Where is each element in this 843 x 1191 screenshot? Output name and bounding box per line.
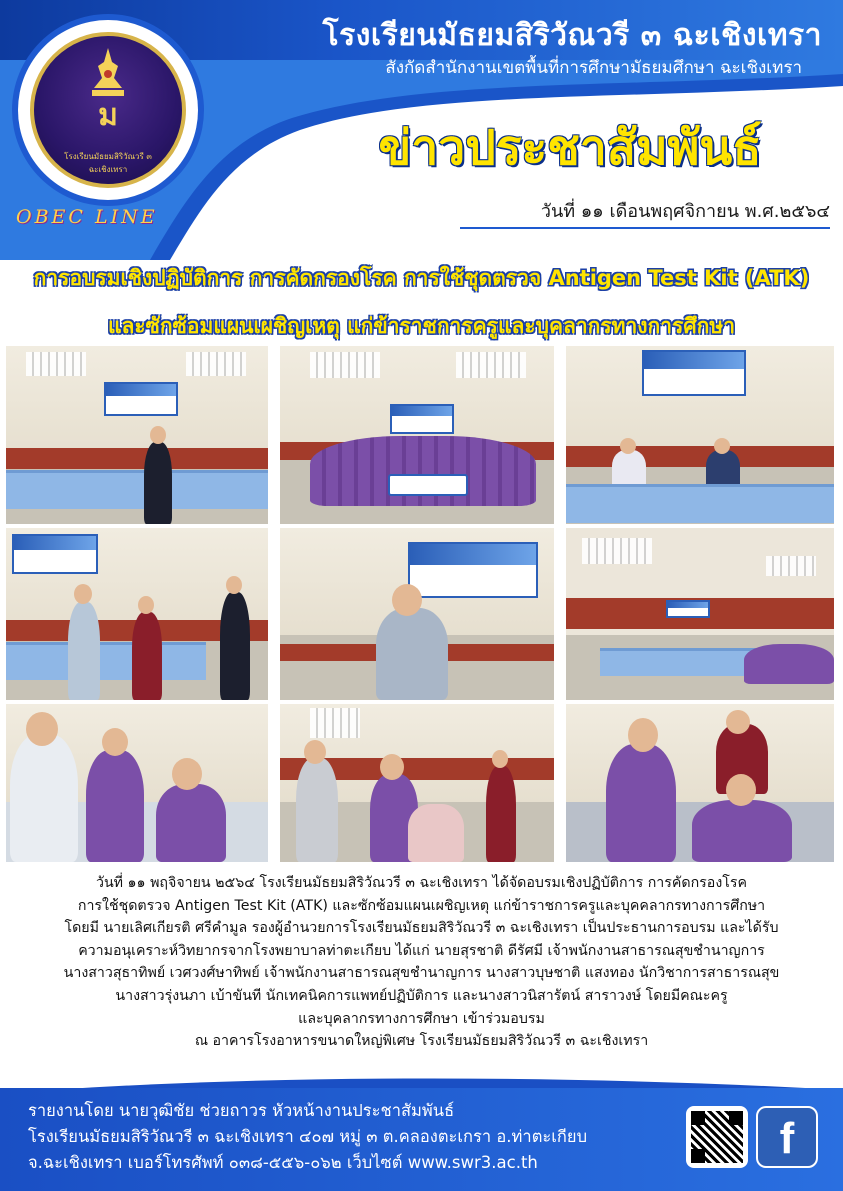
photo-hall-wide: [566, 528, 834, 700]
obec-line-label: OBEC LINE: [16, 206, 158, 228]
article-line-6: นางสาวรุ่งนภา เบ้าขันที นักเทคนิคการแพทย์ปฏิบัติการ และนางสาวนิสารัตน์ สาราวงษ์ โดยมีคณะครู: [115, 987, 728, 1004]
photo-atk-demo: [6, 528, 268, 700]
school-name: โรงเรียนมัธยมสิริวัณวรี ๓ ฉะเชิงเทรา: [322, 18, 822, 53]
photo-group: [280, 346, 554, 524]
article-line-1: วันที่ ๑๑ พฤจิจายน ๒๕๖๔ โรงเรียนมัธยมสิริวัณวรี ๓ ฉะเชิงเทรา ได้จัดอบรมเชิงปฏิบัติการ การคัดกรองโรค: [96, 875, 747, 891]
photo-swab-test-1: [6, 704, 268, 862]
footer-address: โรงเรียนมัธยมสิริวัณวรี ๓ ฉะเชิงเทรา ๔๐๗ หมู่ ๓ ต.คลองตะเกรา อ.ท่าตะเกียบ: [28, 1127, 588, 1146]
photo-panel-table: [566, 346, 834, 524]
headline-line-1: การอบรมเชิงปฏิบัติการ การคัดกรองโรค การใช้ชุดตรวจ Antigen Test Kit (ATK): [33, 266, 810, 290]
article-line-3: โดยมี นายเลิศเกียรติ ศรีคำมูล รองผู้อำนวยการโรงเรียนมัธยมสิริวัณวรี ๓ ฉะเชิงเทรา เป็นประธานการอบรม และได้รับ: [64, 920, 779, 937]
photo-speaker-with-mic: [6, 346, 268, 524]
article-line-7: และบุคลากรทางการศึกษา เข้าร่วมอบรม: [298, 1010, 545, 1027]
footer-contact: จ.ฉะเชิงเทรา เบอร์โทรศัพท์ ๐๓๘-๕๕๖-๐๖๒ เว็บไซต์ www.swr3.ac.th: [28, 1153, 538, 1172]
qr-code-icon[interactable]: [686, 1106, 748, 1168]
photo-speaker-closeup: [280, 528, 554, 700]
article-line-4: ความอนุเคราะห์วิทยากรจากโรงพยาบาลท่าตะเกียบ ได้แก่ นายสุรชาติ ดีรัศมี เจ้าพนักงานสาธารณสุขชำนาญการ: [78, 942, 765, 959]
press-release-title: ข่าวประชาสัมพันธ์: [378, 120, 762, 176]
logo-arc-text: โรงเรียนมัธยมสิริวัณวรี ๓ ฉะเชิงเทรา: [64, 152, 152, 174]
school-affiliation: สังกัดสำนักงานเขตพื้นที่การศึกษามัธยมศึกษา ฉะเชิงเทรา: [385, 58, 802, 78]
article-line-2: การใช้ชุดตรวจ Antigen Test Kit (ATK) และซักซ้อมแผนเผชิญเหตุ แก่ข้าราชการครูและบุคคลากรทางการศึกษา: [77, 897, 766, 914]
article-body: [18, 872, 825, 1053]
facebook-icon[interactable]: f: [756, 1106, 818, 1168]
headline-line-2: และซักซ้อมแผนเผชิญเหตุ แก่ข้าราชการครูและบุคลากรทางการศึกษา: [107, 314, 736, 338]
article-line-8: ณ อาคารโรงอาหารขนาดใหญ่พิเศษ โรงเรียนมัธยมสิริวัณวรี ๓ ฉะเชิงเทรา: [194, 1033, 649, 1050]
article-line-5: นางสาวสุธาทิพย์ เวศวงศ์ษาทิพย์ เจ้าพนักงานสาธารณสุขชำนาญการ นางสาวบุษชาติ แสงทอง นักวิชาการสาธารณสุข: [63, 965, 780, 982]
footer-reporter: รายงานโดย นายวุฒิชัย ช่วยถาวร หัวหน้างานประชาสัมพันธ์: [28, 1101, 455, 1120]
photo-swab-test-2: [280, 704, 554, 862]
photo-swab-test-3: [566, 704, 834, 862]
issue-date: วันที่ ๑๑ เดือนพฤศจิกายน พ.ศ.๒๕๖๔: [460, 196, 830, 229]
logo-monogram: ม: [98, 98, 118, 133]
